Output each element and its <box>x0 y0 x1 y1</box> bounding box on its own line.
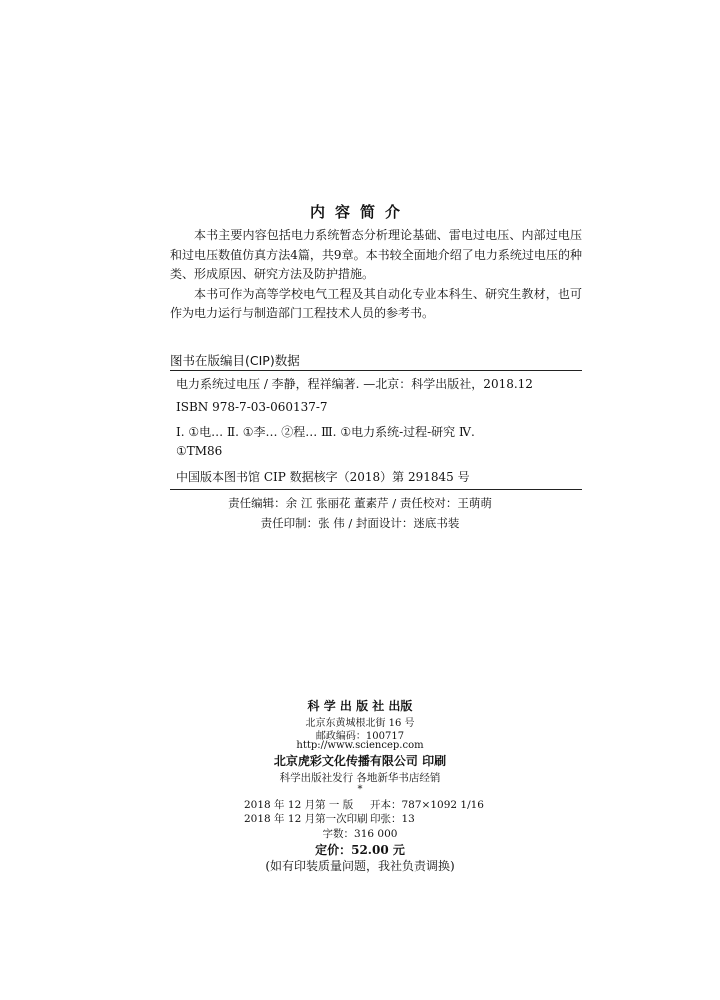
separator-star: * <box>357 784 363 795</box>
distribution-line: 科学出版社发行 各地新华书店经销 <box>279 772 441 784</box>
publisher-address: 北京东黄城根北街 16 号 <box>305 718 415 729</box>
cip-bottom-rule <box>170 489 582 490</box>
wordcount-info: 字数：316 000 <box>322 828 398 840</box>
publisher-line: 科 学 出 版 社 出版 <box>307 699 413 713</box>
summary-paragraph-1: 本书主要内容包括电力系统暂态分析理论基础、雷电过电压、内部过电压和过电压数值仿真方法4篇，共9章。本书较全面地介绍了电力系统过电压的种类、形成原因、研究方法及防护措施。 <box>170 228 582 281</box>
cip-classification-cont: ①TM86 <box>176 444 223 458</box>
edition-info: 2018 年 12 月第 一 版 <box>244 799 354 811</box>
summary-body <box>170 226 582 324</box>
publisher-postcode: 邮政编码：100717 <box>315 731 405 742</box>
summary-paragraph-2: 本书可作为高等学校电气工程及其自动化专业本科生、研究生教材，也可作为电力运行与制造部门工程技术人员的参考书。 <box>170 286 582 320</box>
format-info: 开本：787×1092 1/16 <box>370 799 484 811</box>
summary-title: 内容简介 <box>309 203 410 221</box>
publisher-website: http://www.sciencep.com <box>296 740 424 751</box>
cip-title-line: 电力系统过电压 / 李静，程祥编著. —北京：科学出版社，2018.12 <box>176 377 533 391</box>
printing-info: 2018 年 12 月第一次印刷 <box>244 813 368 825</box>
cip-number: 中国版本图书馆 CIP 数据核字（2018）第 291845 号 <box>176 470 470 484</box>
quality-notice: (如有印装质量问题，我社负责调换) <box>265 859 455 873</box>
cip-top-rule <box>170 370 582 371</box>
cip-header: 图书在版编目(CIP)数据 <box>170 353 300 368</box>
printer-line: 北京虎彩文化传播有限公司 印刷 <box>273 754 447 768</box>
credits-editors: 责任编辑：余 江 张丽花 董素芹 / 责任校对：王萌萌 <box>228 496 492 510</box>
cip-classification: Ⅰ. ①电… Ⅱ. ①李… ②程… Ⅲ. ①电力系统-过程-研究 Ⅳ. <box>176 425 475 439</box>
credits-production: 责任印制：张 伟 / 封面设计：迷底书装 <box>260 516 460 530</box>
cip-isbn: ISBN 978-7-03-060137-7 <box>176 400 328 414</box>
price-info: 定价：52.00 元 <box>315 843 405 857</box>
sheets-info: 印张：13 <box>370 813 415 825</box>
